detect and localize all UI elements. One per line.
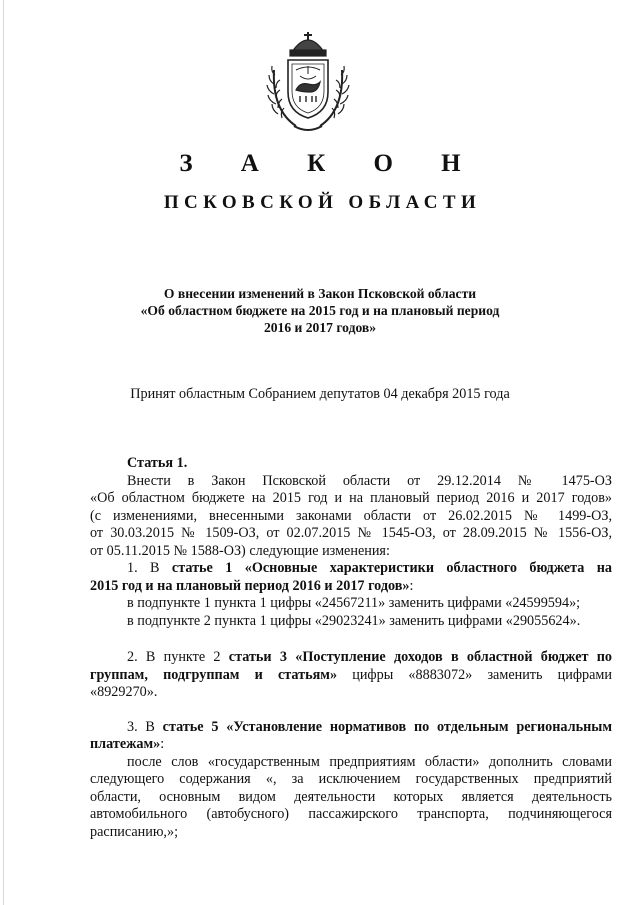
- spacer: [90, 702, 612, 719]
- item-3-text-line: расписанию,»;: [90, 823, 179, 840]
- item-3-reference-cont: платежам»: [90, 736, 161, 752]
- article-text-line: (с изменениями, внесенными законами области от 26.02.2015 № 1499-ОЗ,: [90, 507, 612, 524]
- item-3-text-line: следующего содержания «, за исключением государственных предприятий: [90, 771, 612, 787]
- coat-of-arms-icon: [266, 30, 350, 134]
- item-3-prefix: 3. В: [127, 718, 163, 735]
- subject-line: 2016 и 2017 годов»: [263, 320, 377, 335]
- document-subtitle: ПСКОВСКОЙ ОБЛАСТИ: [163, 192, 482, 213]
- item-1-suffix: :: [409, 577, 414, 594]
- item-1-subpoint: в подпункте 1 пункта 1 цифры «24567211» заменить цифрами «24599594»;: [127, 595, 581, 611]
- item-1-reference: статье 1 «Основные характеристики областного бюджета на: [171, 560, 613, 576]
- item-1: [90, 560, 612, 578]
- subject-line: О внесении изменений в Закон Псковской области: [163, 286, 477, 301]
- item-1-subpoint: в подпункте 2 пункта 1 цифры «29023241» заменить цифрами «29055624».: [127, 612, 581, 629]
- law-subject: [0, 285, 640, 336]
- item-3: [90, 719, 612, 737]
- item-2: [90, 649, 612, 667]
- item-3-text-line: после слов «государственным предприятиям области» дополнить словами: [127, 753, 612, 770]
- article-text-line: «Об областном бюджете на 2015 год и на плановый период 2016 и 2017 годов»: [90, 490, 612, 506]
- item-1-prefix: 1. В: [127, 560, 172, 576]
- item-3-text-line: области, основным видом деятельности которых является деятельность: [90, 788, 612, 805]
- spacer: [90, 630, 612, 649]
- item-3-cont: [90, 736, 612, 754]
- article-text-line: от 05.11.2015 № 1588-ОЗ) следующие изменения:: [90, 542, 390, 559]
- item-2-value: «8929270».: [90, 684, 158, 700]
- item-2-tail: цифры «8883072» заменить цифрами: [337, 666, 612, 683]
- item-3-suffix: :: [160, 736, 165, 752]
- item-2-prefix: 2. В пункте 2: [127, 649, 229, 665]
- item-2-reference: статьи 3 «Поступление доходов в областной бюджет по: [228, 649, 612, 665]
- subject-line: «Об областном бюджете на 2015 год и на плановый период: [140, 303, 500, 318]
- item-2-cont: [90, 667, 612, 685]
- article-1: [90, 455, 612, 841]
- article-heading: Статья 1.: [127, 455, 188, 471]
- item-3-text-line: автомобильного (автобусного) пассажирского транспорта, подчиняющегося: [90, 806, 612, 822]
- item-3-reference: статье 5 «Установление нормативов по отдельным региональным: [162, 718, 612, 735]
- scan-edge: [3, 0, 4, 905]
- article-text-line: Внести в Закон Псковской области от 29.12.2014 № 1475-ОЗ: [127, 472, 612, 489]
- article-text-line: от 30.03.2015 № 1509-ОЗ, от 02.07.2015 № 1545-ОЗ, от 28.09.2015 № 1556-ОЗ,: [90, 525, 612, 541]
- item-1-reference-cont: 2015 год и на плановый период 2016 и 2017 годов»: [90, 577, 410, 594]
- item-1-cont: [90, 578, 612, 596]
- document-title: З А К О Н: [179, 150, 482, 177]
- item-2-reference-cont: группам, подгруппам и статьям»: [90, 666, 338, 683]
- adoption-note: Принят областным Собранием депутатов 04 декабря 2015 года: [130, 386, 510, 402]
